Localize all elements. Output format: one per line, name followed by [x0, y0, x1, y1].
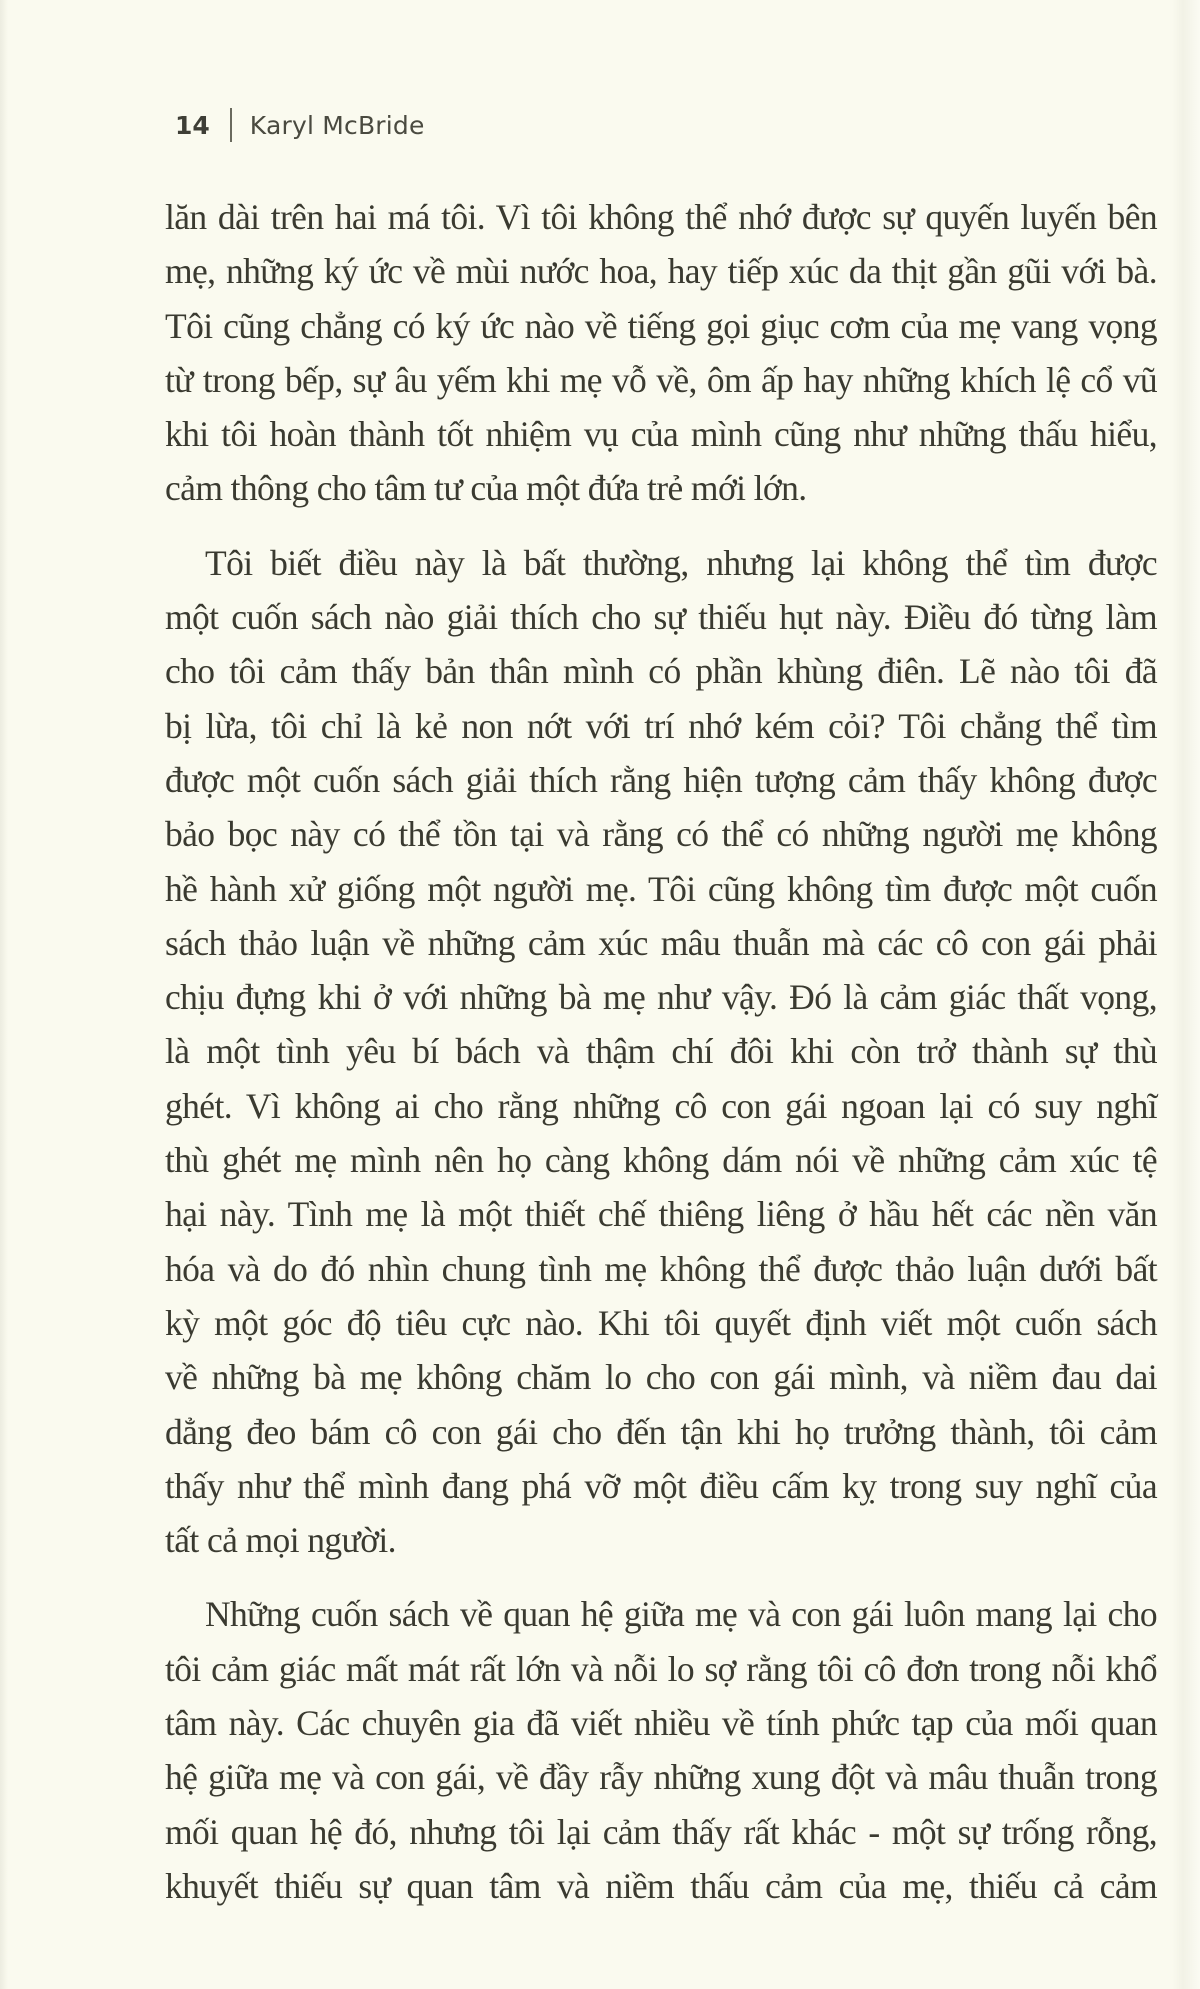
text-line: tôi cảm giác mất mát rất lớn và nỗi lo sợ rằng tôi cô đơn trong nỗi khổ	[165, 1648, 1157, 1689]
text-line: dẳng đeo bám cô con gái cho đến tận khi họ trưởng thành, tôi cảm	[165, 1411, 1157, 1452]
text-line: thấy như thể mình đang phá vỡ một điều cấm kỵ trong suy nghĩ của	[165, 1465, 1157, 1506]
text-line: hề hành xử giống một người mẹ. Tôi cũng không tìm được một cuốn	[165, 868, 1157, 909]
text-line: tất cả mọi người.	[165, 1520, 396, 1561]
text-line: hóa và do đó nhìn chung tình mẹ không thể được thảo luận dưới bất	[165, 1248, 1157, 1289]
text-line: chịu đựng khi ở với những bà mẹ như vậy. Đó là cảm giác thất vọng,	[165, 977, 1157, 1018]
text-line: Tôi biết điều này là bất thường, nhưng lại không thể tìm được	[205, 542, 1157, 583]
page-right-edge	[1172, 0, 1200, 1989]
text-line: ghét. Vì không ai cho rằng những cô con gái ngoan lại có suy nghĩ	[165, 1085, 1157, 1126]
text-line: lăn dài trên hai má tôi. Vì tôi không thể nhớ được sự quyến luyến bên	[165, 197, 1157, 237]
text-line: bảo bọc này có thể tồn tại và rằng có thể có những người mẹ không	[165, 814, 1157, 855]
text-line: Những cuốn sách về quan hệ giữa mẹ và con gái luôn mang lại cho	[205, 1594, 1157, 1635]
text-line: sách thảo luận về những cảm xúc mâu thuẫn mà các cô con gái phải	[165, 922, 1157, 963]
paragraph-gap	[165, 1567, 1157, 1587]
text-line: được một cuốn sách giải thích rằng hiện tượng cảm thấy không được	[165, 759, 1157, 800]
paragraph-gap	[165, 516, 1157, 536]
text-line: hệ giữa mẹ và con gái, về đầy rẫy những xung đột và mâu thuẫn trong	[165, 1757, 1157, 1798]
page-left-edge	[0, 0, 8, 1989]
text-line: mối quan hệ đó, nhưng tôi lại cảm thấy rất khác - một sự trống rỗng,	[165, 1811, 1157, 1852]
paragraph	[165, 536, 1157, 1568]
running-header	[175, 108, 425, 142]
paragraph	[165, 1587, 1157, 1913]
text-line: khuyết thiếu sự quan tâm và niềm thấu cảm của mẹ, thiếu cả cảm	[165, 1865, 1157, 1906]
text-line: thù ghét mẹ mình nên họ càng không dám nói về những cảm xúc tệ	[165, 1140, 1157, 1181]
text-line: cho tôi cảm thấy bản thân mình có phần khùng điên. Lẽ nào tôi đã	[165, 651, 1157, 692]
text-line: từ trong bếp, sự âu yếm khi mẹ vỗ về, ôm ấp hay những khích lệ cổ vũ	[165, 359, 1157, 400]
text-line: một cuốn sách nào giải thích cho sự thiếu hụt này. Điều đó từng làm	[165, 597, 1157, 638]
text-line: bị lừa, tôi chỉ là kẻ non nớt với trí nhớ kém cỏi? Tôi chẳng thể tìm	[165, 705, 1157, 746]
text-line: Tôi cũng chẳng có ký ức nào về tiếng gọi giục cơm của mẹ vang vọng	[165, 305, 1157, 346]
author-name: Karyl McBride	[249, 110, 425, 140]
body-text	[165, 190, 1157, 1913]
text-line: khi tôi hoàn thành tốt nhiệm vụ của mình cũng như những thấu hiểu,	[165, 414, 1157, 455]
text-line: mẹ, những ký ức về mùi nước hoa, hay tiếp xúc da thịt gần gũi với bà.	[165, 251, 1157, 292]
text-line: tâm này. Các chuyên gia đã viết nhiều về tính phức tạp của mối quan	[165, 1703, 1157, 1744]
paragraph	[165, 190, 1157, 516]
text-line: về những bà mẹ không chăm lo cho con gái mình, và niềm đau dai	[165, 1357, 1157, 1398]
text-line: kỳ một góc độ tiêu cực nào. Khi tôi quyết định viết một cuốn sách	[165, 1302, 1157, 1343]
page-number: 14	[175, 110, 210, 140]
header-divider	[230, 108, 232, 142]
text-line: cảm thông cho tâm tư của một đứa trẻ mới lớn.	[165, 468, 807, 509]
text-line: là một tình yêu bí bách và thậm chí đôi khi còn trở thành sự thù	[165, 1031, 1157, 1072]
text-line: hại này. Tình mẹ là một thiết chế thiêng liêng ở hầu hết các nền văn	[165, 1194, 1157, 1235]
